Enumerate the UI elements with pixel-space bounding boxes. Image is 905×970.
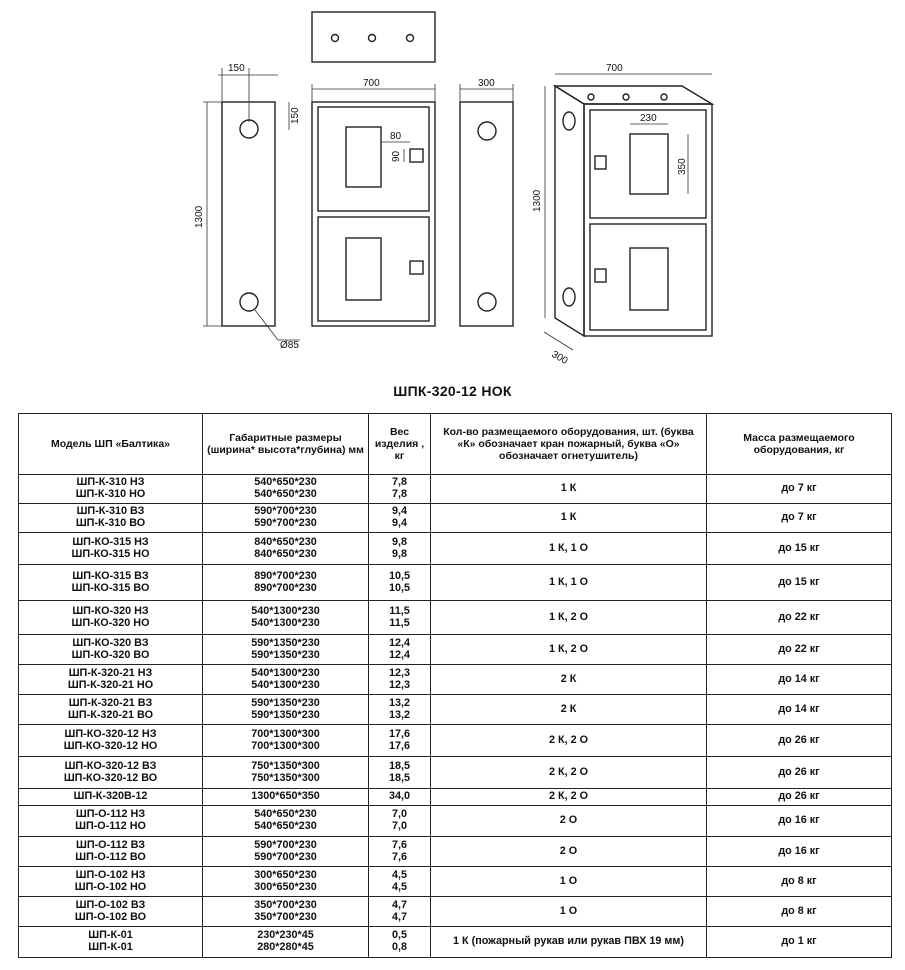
cell-equipment: 1 К, 2 О [431,635,707,665]
cell-dimensions-line: 1300*650*350 [251,790,320,803]
cell-equipment: 1 К, 1 О [431,565,707,601]
cell-weight [369,927,431,958]
cell-dimensions [203,757,369,789]
front-lock-bottom [410,261,423,274]
dim-hole-diameter: Ø85 [280,340,299,351]
cell-model [19,927,203,958]
cell-weight-line: 4,5 [391,880,407,893]
cell-dimensions [203,927,369,958]
cell-equipment: 1 К, 1 О [431,533,707,565]
cell-dimensions [203,665,369,695]
cell-equipment: 1 О [431,867,707,897]
cell-dimensions-line: 230*230*45 [257,929,314,942]
cell-equipment: 2 К, 2 О [431,789,707,806]
cell-equipment: 2 К, 2 О [431,725,707,757]
cell-model [19,867,203,897]
cell-dimensions-line: 840*650*230 [254,535,317,548]
table-row [19,665,892,695]
cell-weight-line: 7,6 [391,838,407,851]
side-hole-bottom [240,293,258,311]
cell-dimensions-line: 540*650*230 [254,808,317,821]
cell-model-line: ШП-О-102 НЗ [75,868,146,881]
cell-dimensions-line: 590*1350*230 [251,708,320,721]
cell-dimensions-line: 540*1300*230 [251,616,320,629]
cell-dimensions [203,504,369,533]
cell-weight-line: 18,5 [388,759,410,772]
cell-weight-line: 7,8 [391,476,407,489]
table-row [19,695,892,725]
cell-weight [369,725,431,757]
cell-model-line: ШП-КО-320 НО [71,616,150,629]
cell-mass: до 26 кг [707,789,892,806]
top-hole [407,35,414,42]
table-row [19,635,892,665]
cell-equipment: 1 К [431,475,707,504]
cell-dimensions-line: 280*280*45 [257,941,314,953]
cell-mass: до 8 кг [707,867,892,897]
header-dimensions: Габаритные размеры (ширина* высота*глубина) мм [203,414,369,475]
cell-weight-line: 7,6 [391,850,407,863]
cell-model-line: ШП-О-112 НО [75,820,146,832]
cell-dimensions [203,897,369,927]
cell-equipment: 2 К, 2 О [431,757,707,789]
cell-model-line: ШП-КО-320-12 НО [63,739,158,752]
iso-view-front [584,104,712,336]
cell-weight-line: 12,3 [388,666,410,679]
dim-hole-offset: 150 [290,107,301,124]
table-row [19,867,892,897]
cell-weight [369,867,431,897]
table-row [19,927,892,958]
table-row [19,897,892,927]
cell-dimensions [203,837,369,867]
cell-dimensions-line: 590*700*230 [254,850,317,863]
cell-mass: до 1 кг [707,927,892,958]
cell-model-line: ШП-О-102 ВЗ [75,898,146,911]
cell-dimensions-line: 540*1300*230 [251,666,320,679]
cell-model [19,601,203,635]
cell-weight-line: 7,0 [391,820,407,832]
cell-weight-line: 4,7 [391,898,407,911]
cell-dimensions-line: 590*700*230 [254,838,317,851]
iso-view-side [555,86,584,336]
cell-dimensions-line: 590*1350*230 [251,648,320,661]
cell-weight [369,504,431,533]
cell-dimensions-line: 700*1300*300 [251,727,320,740]
cell-model [19,504,203,533]
cell-model-line: ШП-КО-315 ВО [71,581,150,594]
cell-equipment: 2 О [431,837,707,867]
cell-equipment: 1 К (пожарный рукав или рукав ПВХ 19 мм) [431,927,707,958]
dim-side-depth: 300 [478,78,495,89]
dim-window-width: 80 [390,131,402,142]
table-row [19,725,892,757]
cell-model-line: ШП-К-310 НЗ [76,476,145,489]
cell-dimensions [203,565,369,601]
table-row [19,837,892,867]
cell-model-line: ШП-К-310 ВО [75,517,146,529]
cell-weight-line: 12,4 [388,636,410,649]
cell-model-line: ШП-К-320В-12 [73,790,148,803]
cell-dimensions [203,867,369,897]
table-row [19,601,892,635]
dim-iso-width: 700 [606,63,623,74]
cell-mass: до 14 кг [707,695,892,725]
cell-weight-line: 13,2 [388,696,410,709]
cell-weight-line: 9,4 [391,517,407,529]
cell-dimensions [203,533,369,565]
cell-model-line: ШП-О-102 НО [74,880,147,893]
cell-model [19,565,203,601]
cell-model [19,695,203,725]
cell-equipment: 2 К [431,665,707,695]
cell-model-line: ШП-КО-320 НЗ [72,604,149,617]
cell-weight-line: 12,4 [388,648,410,661]
dim-height-left: 1300 [194,205,205,228]
cell-mass: до 22 кг [707,601,892,635]
front-window-top [346,127,381,187]
side-hole-top [240,120,258,138]
cell-weight [369,897,431,927]
cell-model [19,533,203,565]
cell-mass: до 15 кг [707,533,892,565]
table-row [19,565,892,601]
spec-table [18,413,892,958]
table-row [19,475,892,504]
cell-model-line: ШП-О-112 ВЗ [75,838,146,851]
cell-model-line: ШП-О-102 ВО [74,910,147,923]
dim-front-width: 700 [363,78,380,89]
cell-dimensions-line: 840*650*230 [254,547,317,560]
cell-equipment: 1 К [431,504,707,533]
cell-weight-line: 9,4 [391,505,407,518]
cell-weight-line: 13,2 [388,708,410,721]
cell-model-line: ШП-К-320-21 ВО [68,708,153,721]
top-view [312,12,435,62]
cell-weight-line: 11,5 [389,616,410,629]
cell-model-line: ШП-К-320-21 НО [67,678,154,691]
cell-weight-line: 17,6 [388,739,410,752]
dim-side-width: 150 [228,63,245,74]
cell-model-line: ШП-К-320-21 НЗ [68,666,153,679]
cell-model-line: ШП-КО-320 ВЗ [72,636,149,649]
cell-mass: до 15 кг [707,565,892,601]
cell-dimensions [203,806,369,837]
cell-dimensions-line: 350*700*230 [254,898,317,911]
cell-model [19,897,203,927]
cell-model-line: ШП-О-112 ВО [75,850,146,863]
cell-dimensions [203,789,369,806]
dim-iso-depth: 300 [549,349,570,367]
header-mass: Масса размещаемого оборудования, кг [707,414,892,475]
cell-equipment: 2 К [431,695,707,725]
cell-mass: до 26 кг [707,757,892,789]
cell-dimensions [203,725,369,757]
cell-dimensions [203,601,369,635]
cell-mass: до 22 кг [707,635,892,665]
cell-weight-line: 10,5 [388,569,410,582]
iso-view-top [555,86,712,104]
cell-model [19,665,203,695]
cell-equipment: 1 О [431,897,707,927]
cell-dimensions-line: 750*1350*300 [251,771,320,784]
technical-drawing [0,0,905,380]
cell-weight [369,837,431,867]
cell-model-line: ШП-О-112 НЗ [75,808,146,821]
top-hole [332,35,339,42]
dim-iso-window-width: 230 [640,113,657,124]
cell-dimensions-line: 590*700*230 [254,505,317,518]
cell-model [19,806,203,837]
dim-iso-window-height: 350 [677,158,688,175]
cell-mass: до 26 кг [707,725,892,757]
cell-dimensions-line: 590*1350*230 [251,696,320,709]
cell-dimensions-line: 350*700*230 [254,910,317,923]
cell-dimensions [203,475,369,504]
cell-weight [369,806,431,837]
cell-model-line: ШП-КО-320-12 НЗ [64,727,157,740]
cell-weight [369,665,431,695]
cell-weight [369,695,431,725]
table-row [19,757,892,789]
cell-dimensions [203,635,369,665]
dim-window-height: 90 [391,150,402,162]
cell-model-line: ШП-КО-315 НО [71,547,150,560]
cell-mass: до 7 кг [707,504,892,533]
cell-dimensions-line: 590*1350*230 [251,636,320,649]
cell-weight [369,565,431,601]
cell-weight-line: 0,5 [391,929,407,942]
cell-equipment: 1 К, 2 О [431,601,707,635]
table-row [19,504,892,533]
cell-dimensions-line: 540*650*230 [254,820,317,832]
cell-dimensions-line: 590*700*230 [254,517,317,529]
cell-weight-line: 4,5 [391,868,407,881]
cell-model-line: ШП-КО-320-12 ВЗ [64,759,157,772]
cell-model-line: ШП-К-310 НО [75,488,146,500]
cell-mass: до 16 кг [707,837,892,867]
cell-dimensions-line: 540*650*230 [254,476,317,489]
cell-weight [369,635,431,665]
cell-model-line: ШП-К-320-21 ВЗ [68,696,153,709]
cell-model-line: ШП-КО-320 ВО [71,648,150,661]
cell-model [19,725,203,757]
cell-dimensions-line: 540*1300*230 [251,678,320,691]
cell-model [19,475,203,504]
header-model: Модель ШП «Балтика» [19,414,203,475]
cell-weight-line: 12,3 [388,678,410,691]
cell-model-line: ШП-К-01 [88,941,133,953]
cell-model [19,757,203,789]
cell-mass: до 16 кг [707,806,892,837]
cell-dimensions-line: 750*1350*300 [251,759,320,772]
iso-window-top [630,134,668,194]
cell-equipment: 2 О [431,806,707,837]
cell-model [19,635,203,665]
cell-dimensions-line: 890*700*230 [254,581,317,594]
cell-dimensions-line: 540*1300*230 [251,604,320,617]
cell-weight-line: 4,7 [391,910,407,923]
cell-weight [369,757,431,789]
cell-weight-line: 9,8 [391,535,407,548]
cell-dimensions-line: 890*700*230 [254,569,317,582]
cell-weight-line: 18,5 [388,771,410,784]
cell-model-line: ШП-К-310 ВЗ [76,505,145,518]
cell-model [19,837,203,867]
cell-dimensions-line: 300*650*230 [254,868,317,881]
iso-window-bottom [630,248,668,310]
front-window-bottom [346,238,381,300]
front-lock-top [410,149,423,162]
table-row [19,806,892,837]
table-row [19,533,892,565]
drawing-title: ШПК-320-12 НОК [393,383,512,399]
cell-dimensions [203,695,369,725]
cell-model-line: ШП-КО-315 ВЗ [72,569,149,582]
cell-model-line: ШП-К-01 [88,929,133,942]
cell-weight-line: 34,0 [388,790,410,803]
table-row [19,789,892,806]
cell-weight-line: 10,5 [388,581,410,594]
cell-weight-line: 7,8 [391,488,407,500]
cell-weight [369,533,431,565]
cell-weight-line: 17,6 [388,727,410,740]
cell-mass: до 14 кг [707,665,892,695]
cell-dimensions-line: 700*1300*300 [251,739,320,752]
header-weight: Вес изделия , кг [369,414,431,475]
cell-weight-line: 9,8 [391,547,407,560]
cell-weight-line: 0,8 [391,941,407,953]
table-header-row [19,414,892,475]
cell-mass: до 8 кг [707,897,892,927]
cell-model [19,789,203,806]
cell-model-line: ШП-КО-315 НЗ [72,535,149,548]
cell-model-line: ШП-КО-320-12 ВО [63,771,158,784]
dim-iso-height: 1300 [532,189,543,212]
front-view [312,102,435,326]
top-hole [369,35,376,42]
cell-weight [369,601,431,635]
header-equipment: Кол-во размещаемого оборудования, шт. (буква «К» обозначает кран пожарный, буква «О» обозначает огнетушитель) [431,414,707,475]
cell-weight-line: 7,0 [391,808,407,821]
cell-weight-line: 11,5 [389,604,410,617]
cell-dimensions-line: 300*650*230 [254,880,317,893]
cell-mass: до 7 кг [707,475,892,504]
cell-weight [369,475,431,504]
cell-weight [369,789,431,806]
cell-dimensions-line: 540*650*230 [254,488,317,500]
